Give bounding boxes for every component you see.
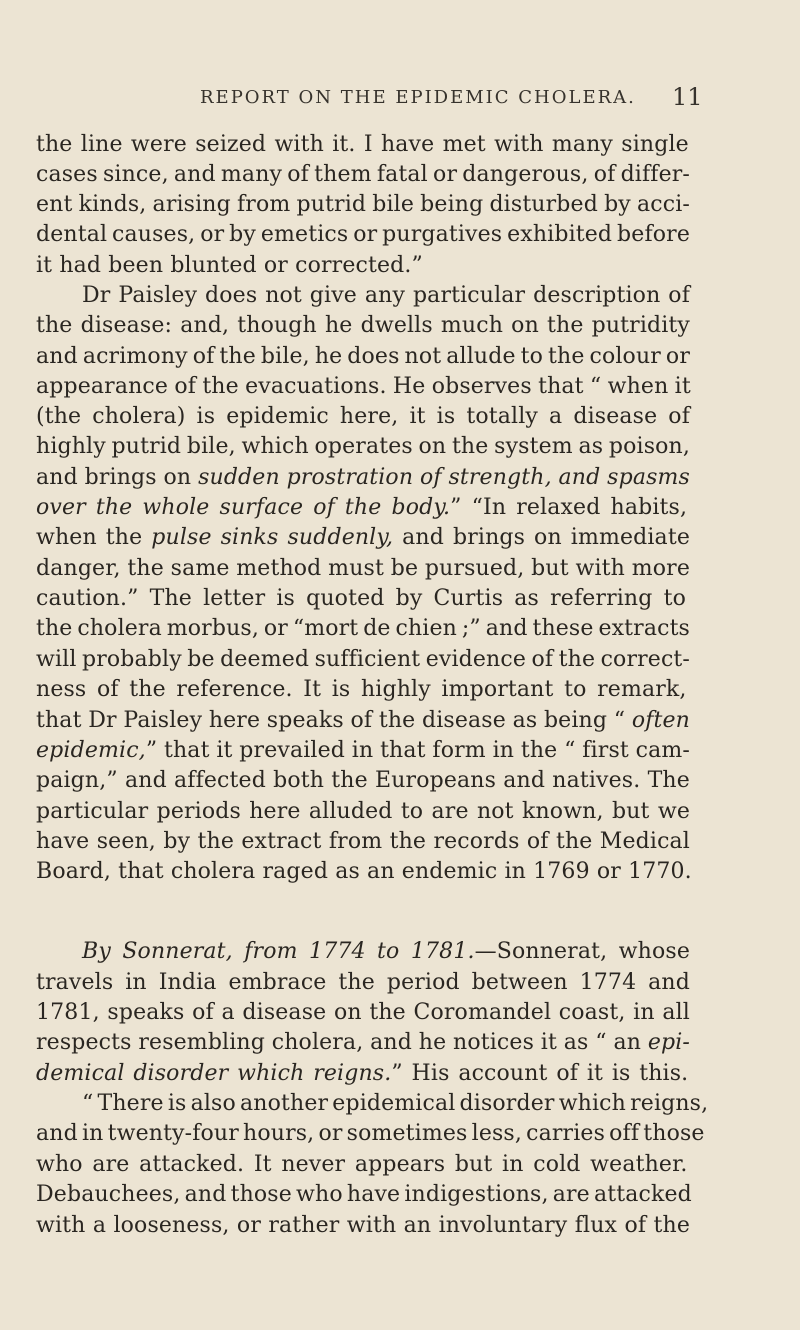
text-line: will probably be deemed sufficient evidence of the correct-	[36, 647, 690, 672]
text-line: when the pulse sinks suddenly, and brings on immediate	[36, 525, 690, 550]
text-line: 1781, speaks of a disease on the Coromandel coast, in all	[36, 1000, 690, 1025]
text-line: ness of the reference. It is highly important to remark,	[36, 677, 687, 702]
text-line: epidemic,” that it prevailed in that form in the “ first cam-	[36, 738, 690, 763]
text-line: Board, that cholera raged as an endemic in 1769 or 1770.	[36, 859, 692, 884]
text-line: appearance of the evacuations. He observes that “ when it	[36, 374, 691, 399]
text-line: Dr Paisley does not give any particular description of	[82, 283, 690, 308]
text-line: Debauchees, and those who have indigestions, are attacked	[36, 1182, 692, 1207]
text-line: cases since, and many of them fatal or dangerous, of differ-	[36, 162, 690, 187]
text-line: travels in India embrace the period between 1774 and	[36, 970, 690, 995]
page-number: 11	[672, 83, 703, 111]
text-line: demical disorder which reigns.” His account of it is this.	[36, 1061, 689, 1086]
text-line: (the cholera) is epidemic here, it is totally a disease of	[36, 404, 690, 429]
text-line: the cholera morbus, or “mort de chien ;” and these extracts	[36, 616, 690, 641]
text-line: and acrimony of the bile, he does not allude to the colour or	[36, 344, 690, 369]
text-line: over the whole surface of the body.” “In relaxed habits,	[36, 495, 688, 520]
text-line: particular periods here alluded to are not known, but we	[36, 799, 690, 824]
text-line: caution.” The letter is quoted by Curtis as referring to	[36, 586, 687, 611]
text-line: ent kinds, arising from putrid bile being disturbed by acci-	[36, 192, 690, 217]
text-line: have seen, by the extract from the records of the Medical	[36, 829, 690, 854]
text-line: and in twenty-four hours, or sometimes less, carries off those	[36, 1121, 705, 1146]
text-line: highly putrid bile, which operates on the system as poison,	[36, 434, 690, 459]
text-line: “ There is also another epidemical disorder which reigns,	[82, 1091, 709, 1116]
text-line: dental causes, or by emetics or purgatives exhibited before	[36, 222, 690, 247]
text-line: and brings on sudden prostration of strength, and spasms	[36, 465, 690, 490]
text-line: it had been blunted or corrected.”	[36, 253, 423, 278]
text-line: with a looseness, or rather with an involuntary flux of the	[36, 1213, 690, 1238]
text-line: that Dr Paisley here speaks of the disease as being “ often	[36, 708, 690, 733]
text-line: danger, the same method must be pursued, but with more	[36, 556, 690, 581]
text-line: paign,” and affected both the Europeans and natives. The	[36, 768, 690, 793]
running-head: REPORT ON THE EPIDEMIC CHOLERA.	[200, 87, 636, 108]
text-line: the disease: and, though he dwells much on the putridity	[36, 313, 690, 338]
text-line: respects resembling cholera, and he notices it as “ an epi-	[36, 1030, 690, 1055]
page-header	[0, 83, 800, 113]
text-line: who are attacked. It never appears but in cold weather.	[36, 1152, 688, 1177]
text-line: the line were seized with it. I have met with many single	[36, 132, 689, 157]
text-line: By Sonnerat, from 1774 to 1781.—Sonnerat, whose	[82, 939, 690, 964]
